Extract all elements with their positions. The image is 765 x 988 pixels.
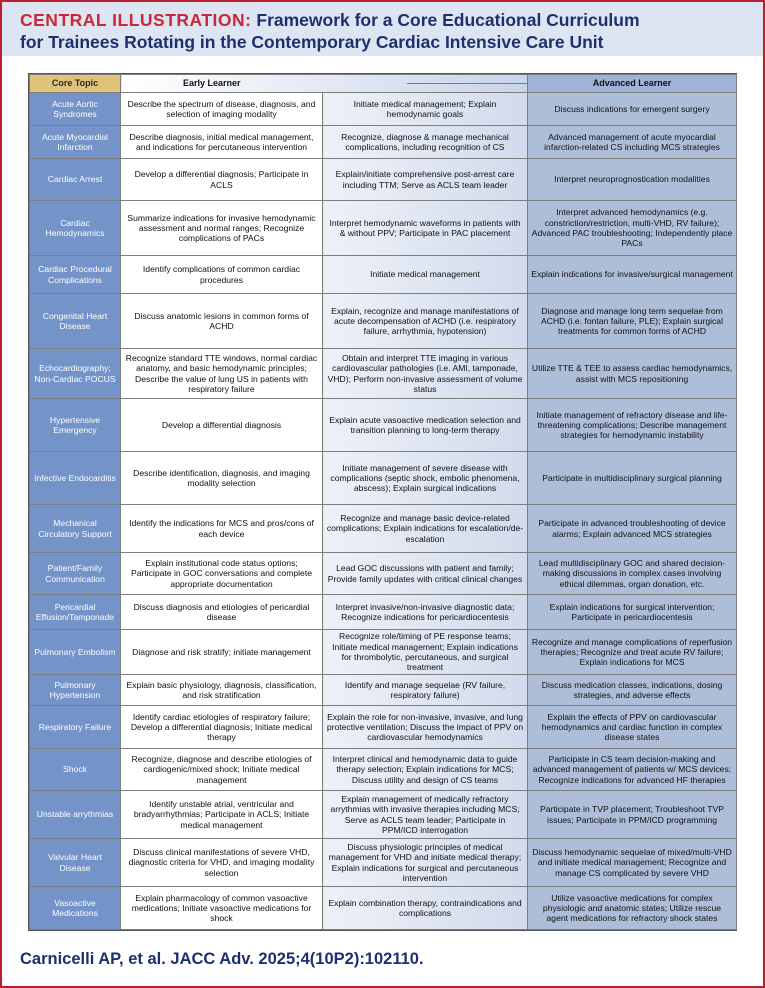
early-learner-cell: Explain pharmacology of common vasoactive medications; Initiate vasoactive medications for shock <box>121 887 323 930</box>
early-learner-cell: Summarize indications for invasive hemodynamic assessment and normal ranges; Recognize complications of PACs <box>121 201 323 256</box>
advanced-learner-cell: Recognize and manage complications of reperfusion therapies; Recognize and treat acute RV failure; Explain indications for MCS <box>528 630 737 675</box>
table-row <box>30 256 737 294</box>
header-early-learner-cell <box>121 75 528 93</box>
advanced-learner-cell: Lead multidisciplinary GOC and shared decision-making discussions in complex cases involving ethical dilemmas, organ donation, etc. <box>528 553 737 595</box>
table-row <box>30 749 737 791</box>
early-learner-cell: Identify the indications for MCS and pros/cons of each device <box>121 505 323 553</box>
intermediate-learner-cell: Explain, recognize and manage manifestations of acute decompensation of ACHD (i.e. respiratory failure, arrhythmia, hypotension) <box>323 294 528 349</box>
header-advanced-learner: Advanced Learner <box>528 75 737 93</box>
title-line-2: for Trainees Rotating in the Contemporary Cardiac Intensive Care Unit <box>20 32 604 52</box>
core-topic-cell: Infective Endocarditis <box>30 452 121 505</box>
advanced-learner-cell: Initiate management of refractory disease and life-threatening complications; Describe management strategies for hemodynamic instability <box>528 399 737 452</box>
table-header-row <box>30 75 737 93</box>
advanced-learner-cell: Participate in TVP placement; Troubleshoot TVP issues; Participate in PPM/ICD programming <box>528 791 737 839</box>
advanced-learner-cell: Utilize TTE & TEE to assess cardiac hemodynamics, assist with MCS repositioning <box>528 349 737 399</box>
table-row <box>30 349 737 399</box>
intermediate-learner-cell: Interpret hemodynamic waveforms in patients with & without PPV; Participate in PAC placement <box>323 201 528 256</box>
core-topic-cell: Acute Myocardial Infarction <box>30 126 121 159</box>
early-learner-cell: Identify cardiac etiologies of respiratory failure; Develop a differential diagnosis; Initiate medical therapy <box>121 706 323 749</box>
advanced-learner-cell: Interpret advanced hemodynamics (e.g. constriction/restriction, multi-VHD, RV failure); Advanced PAC troubleshooting; Independently place PACs <box>528 201 737 256</box>
intermediate-learner-cell: Recognize, diagnose & manage mechanical complications, including recognition of CS <box>323 126 528 159</box>
core-topic-cell: Valvular Heart Disease <box>30 839 121 887</box>
table-row <box>30 505 737 553</box>
advanced-learner-cell: Explain indications for invasive/surgical management <box>528 256 737 294</box>
citation: Carnicelli AP, et al. JACC Adv. 2025;4(10P2):102110. <box>20 950 424 968</box>
table-row <box>30 791 737 839</box>
table-row <box>30 630 737 675</box>
early-learner-cell: Explain basic physiology, diagnosis, classification, and risk stratification <box>121 675 323 706</box>
intermediate-learner-cell: Explain/initiate comprehensive post-arrest care including TTM; Serve as ACLS team leader <box>323 159 528 201</box>
intermediate-learner-cell: Initiate management of severe disease with complications (septic shock, embolic phenomena, abscess); Explain surgical indications <box>323 452 528 505</box>
curriculum-table <box>29 74 737 930</box>
intermediate-learner-cell: Discuss physiologic principles of medical management for VHD and initiate medical therapy; Explain indications for surgical and percutaneous intervention <box>323 839 528 887</box>
core-topic-cell: Respiratory Failure <box>30 706 121 749</box>
early-learner-cell: Explain institutional code status options; Participate in GOC conversations and complete appropriate documentation <box>121 553 323 595</box>
curriculum-table-wrapper <box>28 73 737 931</box>
core-topic-cell: Mechanical Circulatory Support <box>30 505 121 553</box>
advanced-learner-cell: Participate in CS team decision-making and advanced management of patients w/ MCS devices; Recognize indications for advanced HF therapies <box>528 749 737 791</box>
core-topic-cell: Shock <box>30 749 121 791</box>
core-topic-cell: Pulmonary Embolism <box>30 630 121 675</box>
early-learner-cell: Describe the spectrum of disease, diagnosis, and selection of imaging modality <box>121 93 323 126</box>
early-learner-cell: Identify unstable atrial, ventricular and bradyarrhythmias; Participate in ACLS; Initiate medical management <box>121 791 323 839</box>
progression-arrow-line <box>407 83 528 84</box>
advanced-learner-cell: Explain the effects of PPV on cardiovascular hemodynamics and cardiac function in complex disease states <box>528 706 737 749</box>
advanced-learner-cell: Utilize vasoactive medications for complex physiologic and anatomic states; Utilize rescue agent medications for refractory shock states <box>528 887 737 930</box>
intermediate-learner-cell: Interpret invasive/non-invasive diagnostic data; Recognize indications for pericardiocentesis <box>323 595 528 630</box>
table-row <box>30 887 737 930</box>
advanced-learner-cell: Advanced management of acute myocardial infarction-related CS including MCS strategies <box>528 126 737 159</box>
intermediate-learner-cell: Recognize role/timing of PE response teams; Initiate medical management; Explain indications for thrombolytic, percutaneous, and surgical treatment <box>323 630 528 675</box>
table-row <box>30 452 737 505</box>
early-learner-cell: Describe diagnosis, initial medical management, and indications for percutaneous intervention <box>121 126 323 159</box>
header-early-learner: Early Learner <box>183 78 241 89</box>
core-topic-cell: Patient/Family Communication <box>30 553 121 595</box>
advanced-learner-cell: Participate in advanced troubleshooting of device alarms; Explain advanced MCS strategies <box>528 505 737 553</box>
intermediate-learner-cell: Identify and manage sequelae (RV failure, respiratory failure) <box>323 675 528 706</box>
core-topic-cell: Cardiac Hemodynamics <box>30 201 121 256</box>
intermediate-learner-cell: Recognize and manage basic device-related complications; Explain indications for escalation/de-escalation <box>323 505 528 553</box>
table-row <box>30 201 737 256</box>
core-topic-cell: Acute Aortic Syndromes <box>30 93 121 126</box>
early-learner-cell: Recognize standard TTE windows, normal cardiac anatomy, and basic hemodynamic principles; Describe the value of lung US in patients with respiratory failure <box>121 349 323 399</box>
intermediate-learner-cell: Initiate medical management; Explain hemodynamic goals <box>323 93 528 126</box>
intermediate-learner-cell: Explain management of medically refractory arrythmias with invasive therapies including MCS; Serve as ACLS team leader; Participate in PPM/ICD interrogation <box>323 791 528 839</box>
early-learner-cell: Discuss anatomic lesions in common forms of ACHD <box>121 294 323 349</box>
table-row <box>30 159 737 201</box>
table-row <box>30 294 737 349</box>
core-topic-cell: Pericardial Effusion/Tamponade <box>30 595 121 630</box>
core-topic-cell: Cardiac Arrest <box>30 159 121 201</box>
advanced-learner-cell: Discuss hemodynamic sequelae of mixed/multi-VHD and initiate medical management; Recognize and manage CS complicated by severe VHD <box>528 839 737 887</box>
core-topic-cell: Pulmonary Hypertension <box>30 675 121 706</box>
intermediate-learner-cell: Explain combination therapy, contraindications and complications <box>323 887 528 930</box>
table-row <box>30 706 737 749</box>
table-row <box>30 399 737 452</box>
early-learner-cell: Identify complications of common cardiac procedures <box>121 256 323 294</box>
title-text-1: Framework for a Core Educational Curriculum <box>256 10 640 30</box>
early-learner-cell: Diagnose and risk stratify; initiate management <box>121 630 323 675</box>
header-core-topic: Core Topic <box>30 75 121 93</box>
early-learner-cell: Discuss diagnosis and etiologies of pericardial disease <box>121 595 323 630</box>
early-learner-cell: Recognize, diagnose and describe etiologies of cardiogenic/mixed shock; Initiate medical management <box>121 749 323 791</box>
core-topic-cell: Unstable arrythmias <box>30 791 121 839</box>
intermediate-learner-cell: Explain acute vasoactive medication selection and transition planning to long-term therapy <box>323 399 528 452</box>
table-row <box>30 595 737 630</box>
core-topic-cell: Echocardiography; Non-Cardiac POCUS <box>30 349 121 399</box>
advanced-learner-cell: Explain indications for surgical intervention; Participate in pericardiocentesis <box>528 595 737 630</box>
advanced-learner-cell: Participate in multidisciplinary surgical planning <box>528 452 737 505</box>
early-learner-cell: Develop a differential diagnosis <box>121 399 323 452</box>
title-label: CENTRAL ILLUSTRATION: <box>20 10 252 30</box>
core-topic-cell: Cardiac Procedural Complications <box>30 256 121 294</box>
core-topic-cell: Congenital Heart Disease <box>30 294 121 349</box>
intermediate-learner-cell: Lead GOC discussions with patient and family; Provide family updates with critical clinical changes <box>323 553 528 595</box>
early-learner-cell: Describe identification, diagnosis, and imaging modality selection <box>121 452 323 505</box>
table-row <box>30 93 737 126</box>
early-learner-cell: Develop a differential diagnosis; Participate in ACLS <box>121 159 323 201</box>
intermediate-learner-cell: Initiate medical management <box>323 256 528 294</box>
advanced-learner-cell: Interpret neuroprognostication modalities <box>528 159 737 201</box>
advanced-learner-cell: Discuss medication classes, indications, dosing strategies, and adverse effects <box>528 675 737 706</box>
early-learner-cell: Discuss clinical manifestations of severe VHD, diagnostic criteria for VHD, and imaging modality selection <box>121 839 323 887</box>
advanced-learner-cell: Diagnose and manage long term sequelae from ACHD (i.e. fontan failure, PLE); Explain surgical treatments for common forms of ACHD <box>528 294 737 349</box>
table-row <box>30 675 737 706</box>
table-row <box>30 839 737 887</box>
title-banner <box>2 2 763 56</box>
intermediate-learner-cell: Obtain and interpret TTE imaging in various cardiovascular pathologies (i.e. AMI, tamponade, VHD); Perform non-invasive assessment of volume status <box>323 349 528 399</box>
title-line-1 <box>20 10 640 31</box>
intermediate-learner-cell: Interpret clinical and hemodynamic data to guide therapy selection; Explain indications for MCS; Discuss utility and design of CS teams <box>323 749 528 791</box>
table-row <box>30 126 737 159</box>
intermediate-learner-cell: Explain the role for non-invasive, invasive, and lung protective ventilation; Discuss the impact of PPV on cardiovascular hemodynamics <box>323 706 528 749</box>
advanced-learner-cell: Discuss indications for emergent surgery <box>528 93 737 126</box>
table-row <box>30 553 737 595</box>
core-topic-cell: Vasoactive Medications <box>30 887 121 930</box>
core-topic-cell: Hypertensive Emergency <box>30 399 121 452</box>
